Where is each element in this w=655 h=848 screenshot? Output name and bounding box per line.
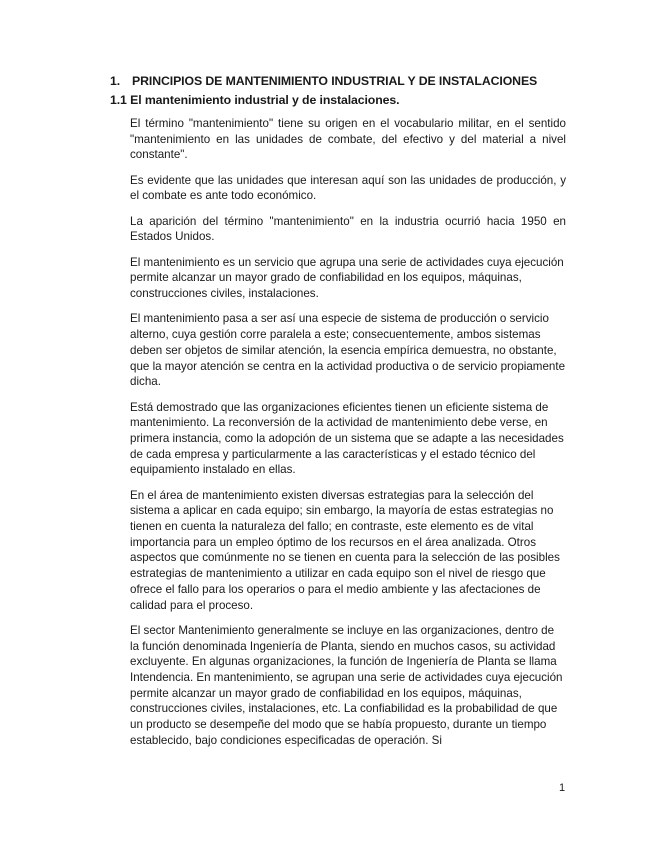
paragraph: El término "mantenimiento" tiene su origen en el vocabulario militar, en el sentido "mantenimiento en las unidades de combate, del efectivo y del material a nivel constante". [130, 117, 566, 162]
page-number: 1 [559, 782, 566, 794]
paragraph: El mantenimiento pasa a ser así una especie de sistema de producción o servicio alterno, cuya gestión corre paralela a este; consecuentemente, ambos sistemas deben ser objetos de similar atención, la esencia empírica demuestra, no obstante, que la mayor atención se centra en la actividad productiva o de servicio propiamente dicha. [130, 312, 566, 389]
body-text [130, 116, 566, 758]
paragraph: En el área de mantenimiento existen diversas estrategias para la selección del sistema a aplicar en cada equipo; sin embargo, la mayoría de estas estrategias no tienen en cuenta la naturaleza del fallo; en contraste, este elemento es de vital importancia para un empleo óptimo de los recursos en el área analizada. Otros aspectos que comúnmente no se tienen en cuenta para la selección de las posibles estrategias de mantenimiento a utilizar en cada equipo son el nivel de riesgo que ofrece el fallo para los operarios o para el medio ambiente y las afectaciones de calidad para el proceso. [130, 488, 560, 612]
paragraph: Está demostrado que las organizaciones eficientes tienen un eficiente sistema de mantenimiento. La reconversión de la actividad de mantenimiento debe verse, en primera instancia, como la adopción de un sistema que se adapte a las necesidades de cada empresa y particularmente a las características y el estado técnico del equipamiento instalado en ellas. [130, 400, 564, 477]
section-title: PRINCIPIOS DE MANTENIMIENTO INDUSTRIAL Y DE INSTALACIONES [132, 74, 538, 88]
paragraph: La aparición del término "mantenimiento" en la industria ocurrió hacia 1950 en Estados Unidos. [130, 214, 566, 244]
paragraph: El mantenimiento es un servicio que agrupa una serie de actividades cuya ejecución permite alcanzar un mayor grado de confiabilidad en los equipos, máquinas, construcciones civiles, instalaciones. [130, 255, 564, 301]
subsection-heading: 1.1 El mantenimiento industrial y de instalaciones. [110, 93, 400, 107]
section-number: 1. [110, 74, 121, 88]
paragraph: El sector Mantenimiento generalmente se incluye en las organizaciones, dentro de la función denominada Ingeniería de Planta, siendo en muchos casos, su actividad excluyente. En algunas organizaciones, la función de Ingeniería de Planta se llama Intendencia. En mantenimiento, se agrupan una serie de actividades cuya ejecución permite alcanzar un mayor grado de confiabilidad en los equipos, máquinas, construcciones civiles, instalaciones, etc. La confiabilidad es la probabilidad de que un producto se desempeñe del modo que se había propuesto, durante un tiempo establecido, bajo condiciones especificadas de operación. Si [130, 623, 563, 747]
paragraph: Es evidente que las unidades que interesan aquí son las unidades de producción, y el combate es ante todo económico. [130, 173, 566, 203]
section-heading [110, 74, 537, 88]
